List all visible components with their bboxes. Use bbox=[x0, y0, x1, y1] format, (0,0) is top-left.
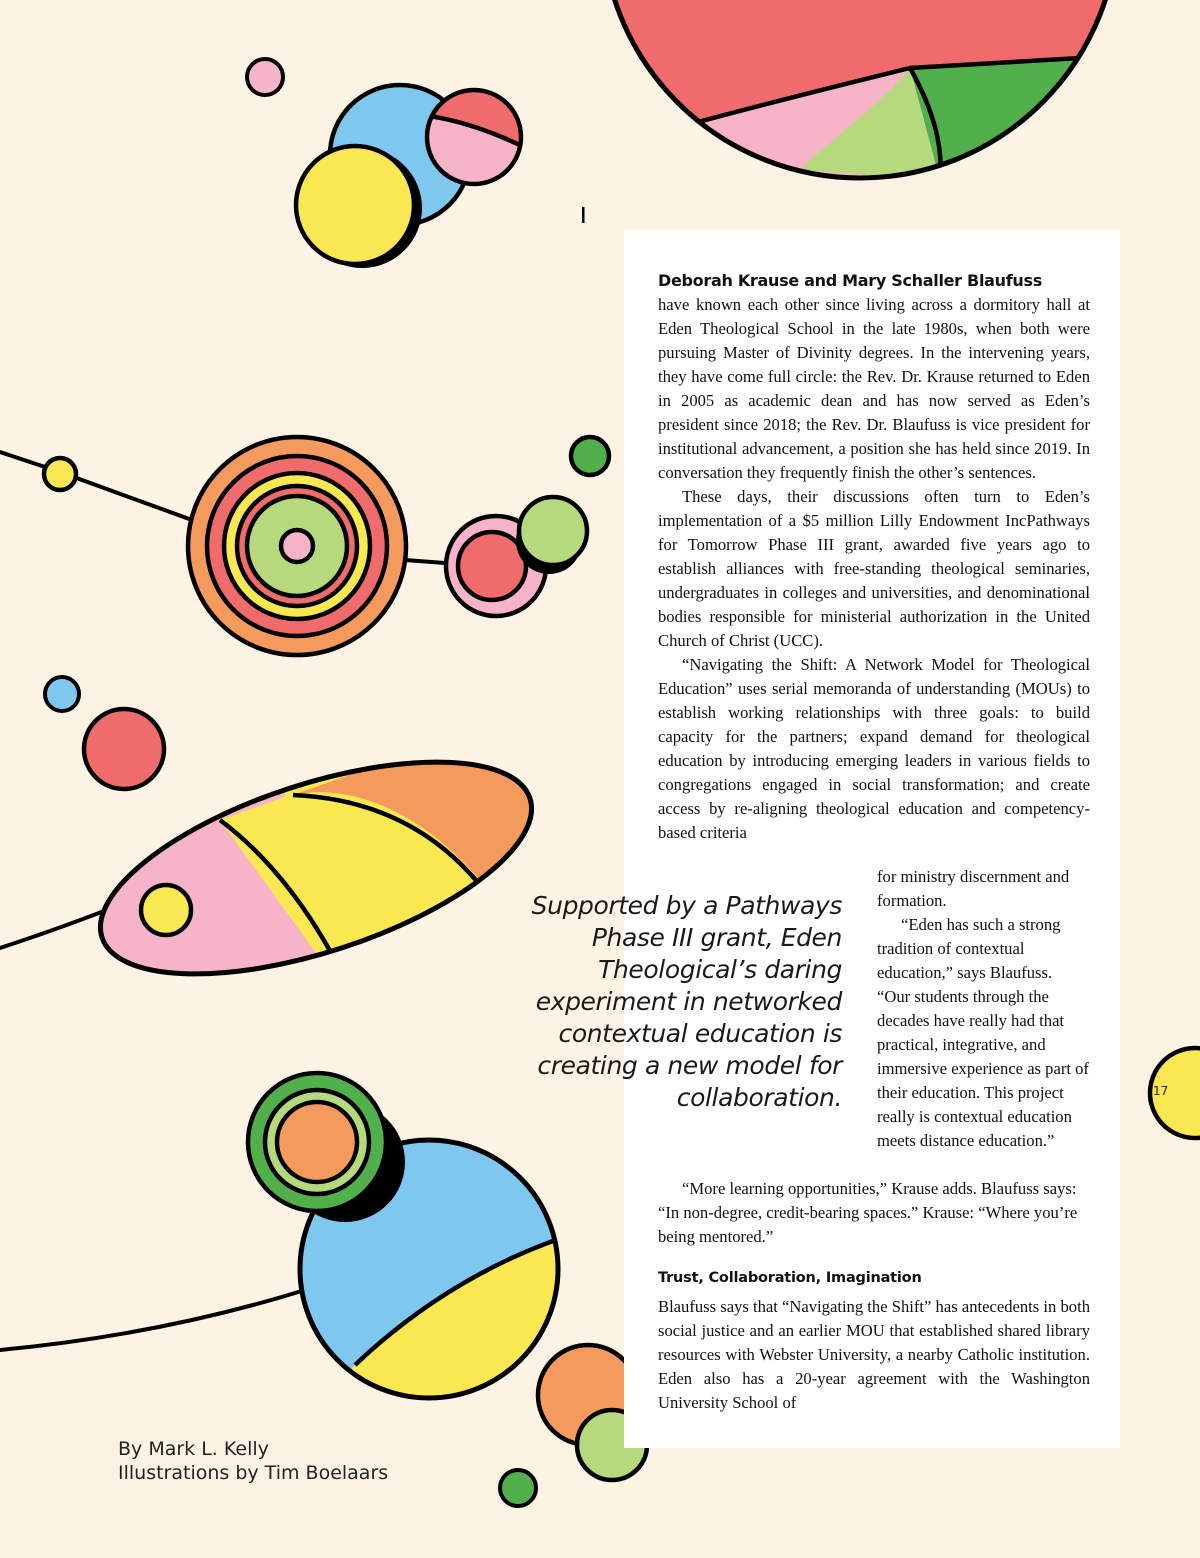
lead-names: Deborah Krause and Mary Schaller Blaufuss bbox=[658, 271, 1042, 290]
planet-cluster-top bbox=[296, 85, 530, 268]
paragraph-navigating: “Navigating the Shift: A Network Model for Theological Education” uses serial memoranda of understanding (MOUs) to establish working relationships with three goals: to build capacity for the partners; expand demand for theological education by introducing emerging leaders in various fields to congregations engaged in social transformation; and create access by re-aligning theological education and competency-based criteria bbox=[658, 655, 1090, 842]
top-planet bbox=[560, 0, 1180, 180]
paragraph-grant: These days, their discussions often turn to Eden’s implementation of a $5 million Lilly Endowment IncPathways for Tomorrow Phase III grant, awarded five years ago to establish alliances with free-standing theological seminaries, undergraduates in colleges and universities, and denominational bodies responsible for ministerial authorization in the United Church of Christ (UCC). bbox=[658, 487, 1090, 650]
byline bbox=[118, 1437, 388, 1485]
blue-moon bbox=[45, 677, 79, 711]
paragraph-intro: have known each other since living across a dormitory hall at Eden Theological School in the late 1980s, when both were pursuing Master of Divinity degrees. In the intervening years, they have come full circle: the Rev. Dr. Krause returned to Eden in 2005 as academic dean and has now served as Eden’s president since 2018; the Rev. Dr. Blaufuss is vice president for institutional advancement, a position she has held since 2019. In conversation they frequently finish the other’s sentences. bbox=[658, 295, 1090, 482]
paragraph-formation: for ministry discernment and formation. bbox=[877, 867, 1070, 910]
article-column-narrow bbox=[877, 865, 1089, 1153]
article-column-lower bbox=[658, 1177, 1090, 1249]
paragraph-contextual: “Eden has such a strong tradition of contextual education,” says Blaufuss. “Our students through the decades have really had that practical, integrative, and immersive experience as part of their education. This project really is contextual education meets distance education.” bbox=[877, 915, 1089, 1150]
target-planet bbox=[44, 437, 609, 655]
illustrator: Illustrations by Tim Boelaars bbox=[118, 1462, 389, 1484]
paragraph-opportunities: “More learning opportunities,” Krause adds. Blaufuss says: “In non-degree, credit-bearing spaces.” Krause: “Where you’re being mentored.” bbox=[658, 1179, 1078, 1246]
paragraph-antecedents: Blaufuss says that “Navigating the Shift” has antecedents in both social justice and an earlier MOU that established shared library resources with Webster University, a nearby Catholic institution. Eden also has a 20-year agreement with the Washington University School of bbox=[658, 1297, 1090, 1412]
red-moon bbox=[84, 709, 164, 789]
pull-quote: Supported by a Pathways Phase III grant, Eden Theological’s daring experiment in networked contextual education is creating a new model for collaboration. bbox=[531, 891, 842, 1112]
page-number: 17 bbox=[1153, 1084, 1169, 1098]
subhead: Trust, Collaboration, Imagination bbox=[658, 1270, 922, 1286]
pink-moon bbox=[247, 59, 283, 95]
tick-mark bbox=[582, 207, 585, 223]
article-column bbox=[658, 269, 1090, 845]
author: By Mark L. Kelly bbox=[118, 1438, 269, 1460]
